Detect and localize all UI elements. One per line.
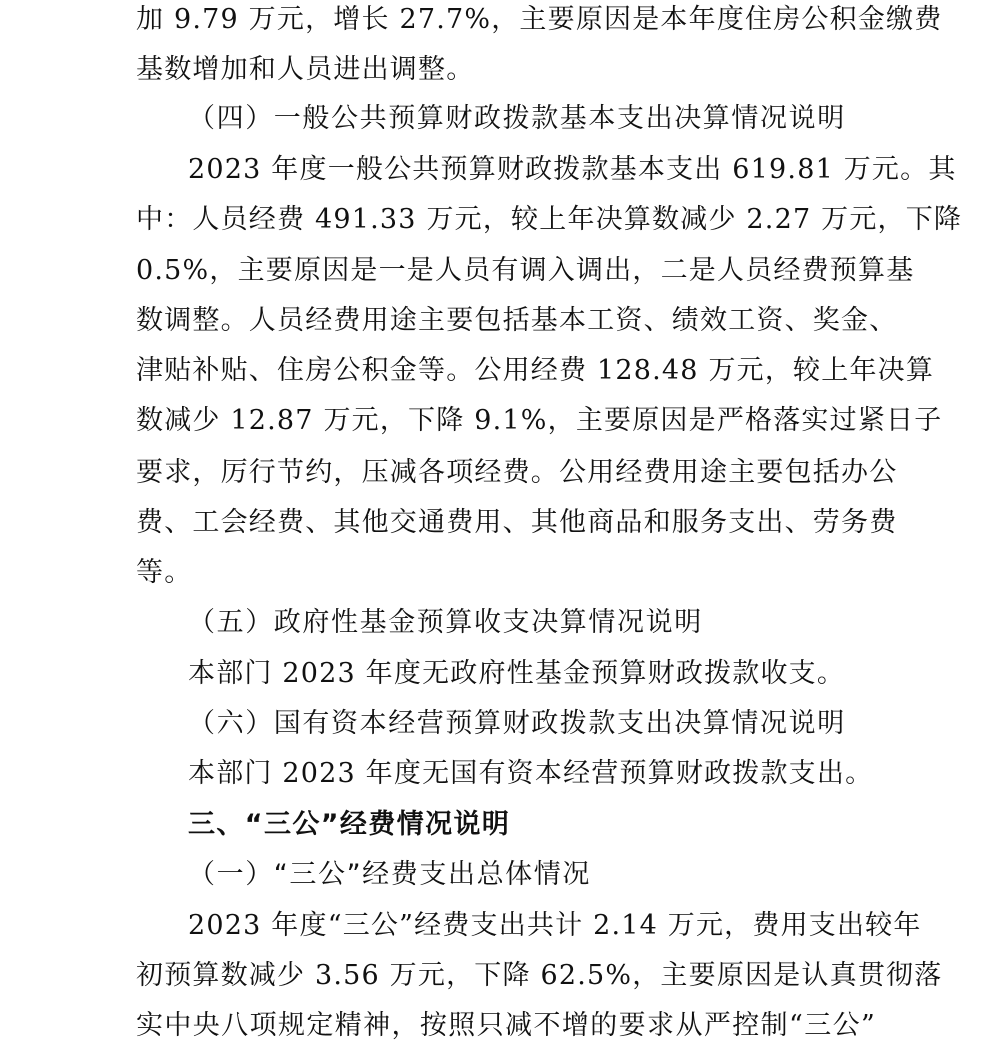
body-text-line: 本部门 2023 年度无国有资本经营预算财政拨款支出。 [188, 758, 874, 789]
body-text-line: 费、工会经费、其他交通费用、其他商品和服务支出、劳务费 [136, 507, 898, 538]
body-text-line: 数调整。人员经费用途主要包括基本工资、绩效工资、奖金、 [136, 305, 898, 336]
body-text-line: 0.5%，主要原因是一是人员有调入调出，二是人员经费预算基 [136, 255, 915, 286]
body-text-line: 2023 年度“三公”经费支出共计 2.14 万元，费用支出较年 [188, 910, 922, 941]
body-text-line: 数减少 12.87 万元，下降 9.1%，主要原因是严格落实过紧日子 [136, 405, 943, 436]
body-text-line: 等。 [136, 557, 193, 588]
section-heading-three-public-expenses: 三、“三公”经费情况说明 [188, 809, 511, 840]
body-text-line: 要求，厉行节约，压减各项经费。公用经费用途主要包括办公 [136, 457, 898, 488]
body-text-line: 初预算数减少 3.56 万元，下降 62.5%，主要原因是认真贯彻落 [136, 960, 943, 991]
section-heading-four: （四）一般公共预算财政拨款基本支出决算情况说明 [188, 103, 846, 134]
body-text-line: 2023 年度一般公共预算财政拨款基本支出 619.81 万元。其 [188, 154, 957, 185]
subsection-heading-one: （一）“三公”经费支出总体情况 [188, 859, 591, 890]
section-heading-six: （六）国有资本经营预算财政拨款支出决算情况说明 [188, 708, 846, 739]
body-text-line: 实中央八项规定精神，按照只减不增的要求从严控制“三公” [136, 1010, 876, 1041]
body-text-line: 加 9.79 万元，增长 27.7%，主要原因是本年度住房公积金缴费 [136, 4, 943, 35]
body-text-line: 基数增加和人员进出调整。 [136, 54, 475, 85]
body-text-line: 中：人员经费 491.33 万元，较上年决算数减少 2.27 万元，下降 [136, 204, 963, 235]
section-heading-five: （五）政府性基金预算收支决算情况说明 [188, 607, 703, 638]
body-text-line: 津贴补贴、住房公积金等。公用经费 128.48 万元，较上年决算 [136, 355, 935, 386]
body-text-line: 本部门 2023 年度无政府性基金预算财政拨款收支。 [188, 658, 846, 689]
